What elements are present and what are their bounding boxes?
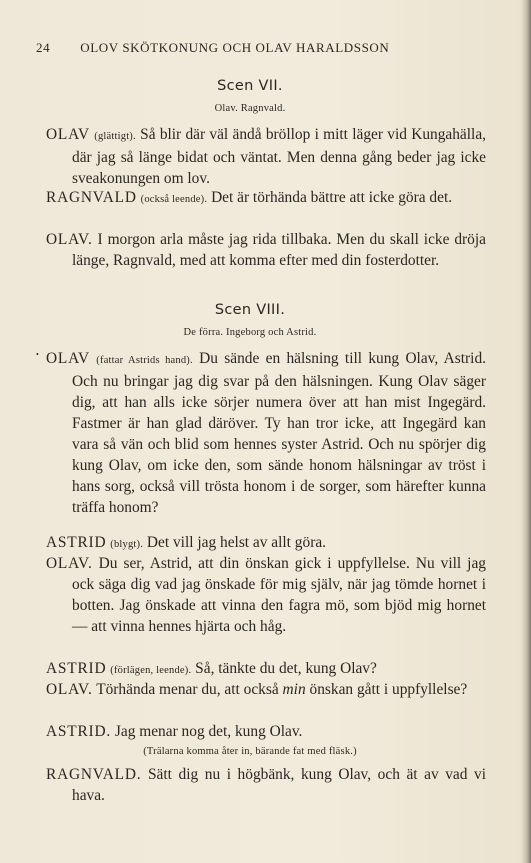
speaker-name: ASTRID	[46, 660, 107, 677]
speaker-name: OLAV.	[46, 231, 93, 248]
stage-direction: (glättigt).	[94, 131, 136, 142]
speaker-name: OLAV	[46, 350, 90, 367]
line-text: Sätt dig nu i högbänk, kung Olav, och ät av vad vi hava.	[72, 766, 486, 804]
speaker-name: OLAV.	[46, 681, 93, 698]
dialogue-line	[46, 658, 486, 681]
dialogue-line	[46, 124, 486, 189]
line-text: Så, tänkte du det, kung Olav?	[195, 660, 377, 677]
dialogue-line	[46, 532, 486, 555]
line-text: Jag menar nog det, kung Olav.	[114, 723, 303, 740]
line-text: I morgon arla måste jag rida tillbaka. Men du skall icke dröja länge, Ragnvald, med att komma efter med din fosterdotter.	[72, 231, 486, 269]
speaker-name: OLAV.	[46, 555, 93, 572]
page-number: 24	[36, 40, 51, 55]
scene-7-cast: Olav. Ragnvald.	[214, 103, 286, 114]
speaker-name: ASTRID	[46, 534, 107, 551]
page-edge-shadow	[521, 0, 531, 863]
speaker-name: OLAV	[46, 126, 90, 143]
stage-direction: (fattar Astrids hand).	[96, 355, 193, 366]
dialogue-line	[46, 229, 486, 271]
dialogue-line	[46, 553, 486, 637]
stage-direction: (förlägen, leende).	[110, 665, 192, 676]
stage-direction: (också leende).	[140, 194, 208, 205]
line-text-after: önskan gått i uppfyllelse?	[309, 681, 468, 698]
line-text: Du ser, Astrid, att din önskan gick i uppfyllelse. Nu vill jag ock säga dig vad jag önskade för mig själv, när jag tömde hornet i botten. Jag önskade att vinna den fagra mö, som bjöd mig hornet — att vinna hennes hjärta och håg.	[72, 555, 486, 635]
scene-8-cast: De förra. Ingeborg och Astrid.	[183, 327, 317, 338]
dialogue-line	[46, 679, 486, 700]
speaker-name: RAGNVALD.	[46, 766, 142, 783]
line-text: Du sände en hälsning till kung Olav, Astrid. Och nu bringar jag dig svar på den hälsningen. Kung Olav säger dig, att han alls icke sörjer numera över att han mist Ingegärd. Fastmer är han glad däröver. Ty han tror icke, att Ingegärd kan vara så vän och blid som hennes syster Astrid. Och nu spörjer dig kung Olav, om icke den, som sände honom hälsningar av tröst i hans sorg, också vill trösta honom i de sorger, som härefter kunna träffa honom?	[72, 350, 486, 516]
dialogue-line	[46, 348, 486, 518]
line-text-before: Törhända menar du, att också	[96, 681, 279, 698]
emphasized-word: min	[282, 681, 306, 698]
margin-dot: •	[36, 350, 39, 359]
dialogue-line	[46, 721, 486, 742]
running-header	[36, 40, 496, 56]
stage-direction: (blygt).	[110, 539, 144, 550]
scene-7-title: Scen VII.	[217, 78, 283, 94]
scene-8-title: Scen VIII.	[214, 302, 286, 318]
dialogue-line	[46, 764, 486, 806]
line-text: Det är törhända bättre att icke göra det.	[211, 189, 453, 206]
dialogue-line	[46, 187, 486, 210]
speaker-name: RAGNVALD	[46, 189, 137, 206]
speaker-name: ASTRID.	[46, 723, 112, 740]
line-text: Det vill jag helst av allt göra.	[146, 534, 327, 551]
running-title: OLOV SKÖTKONUNG OCH OLAV HARALDSSON	[80, 40, 390, 55]
stage-direction-center: (Trälarna komma åter in, bärande fat med fläsk.)	[143, 746, 357, 757]
line-text: Så blir där väl ändå bröllop i mitt läger vid Kungahälla, där jag så länge bidat och väntat. Men denna gång beder jag icke sveakonungen om lov.	[72, 126, 486, 187]
